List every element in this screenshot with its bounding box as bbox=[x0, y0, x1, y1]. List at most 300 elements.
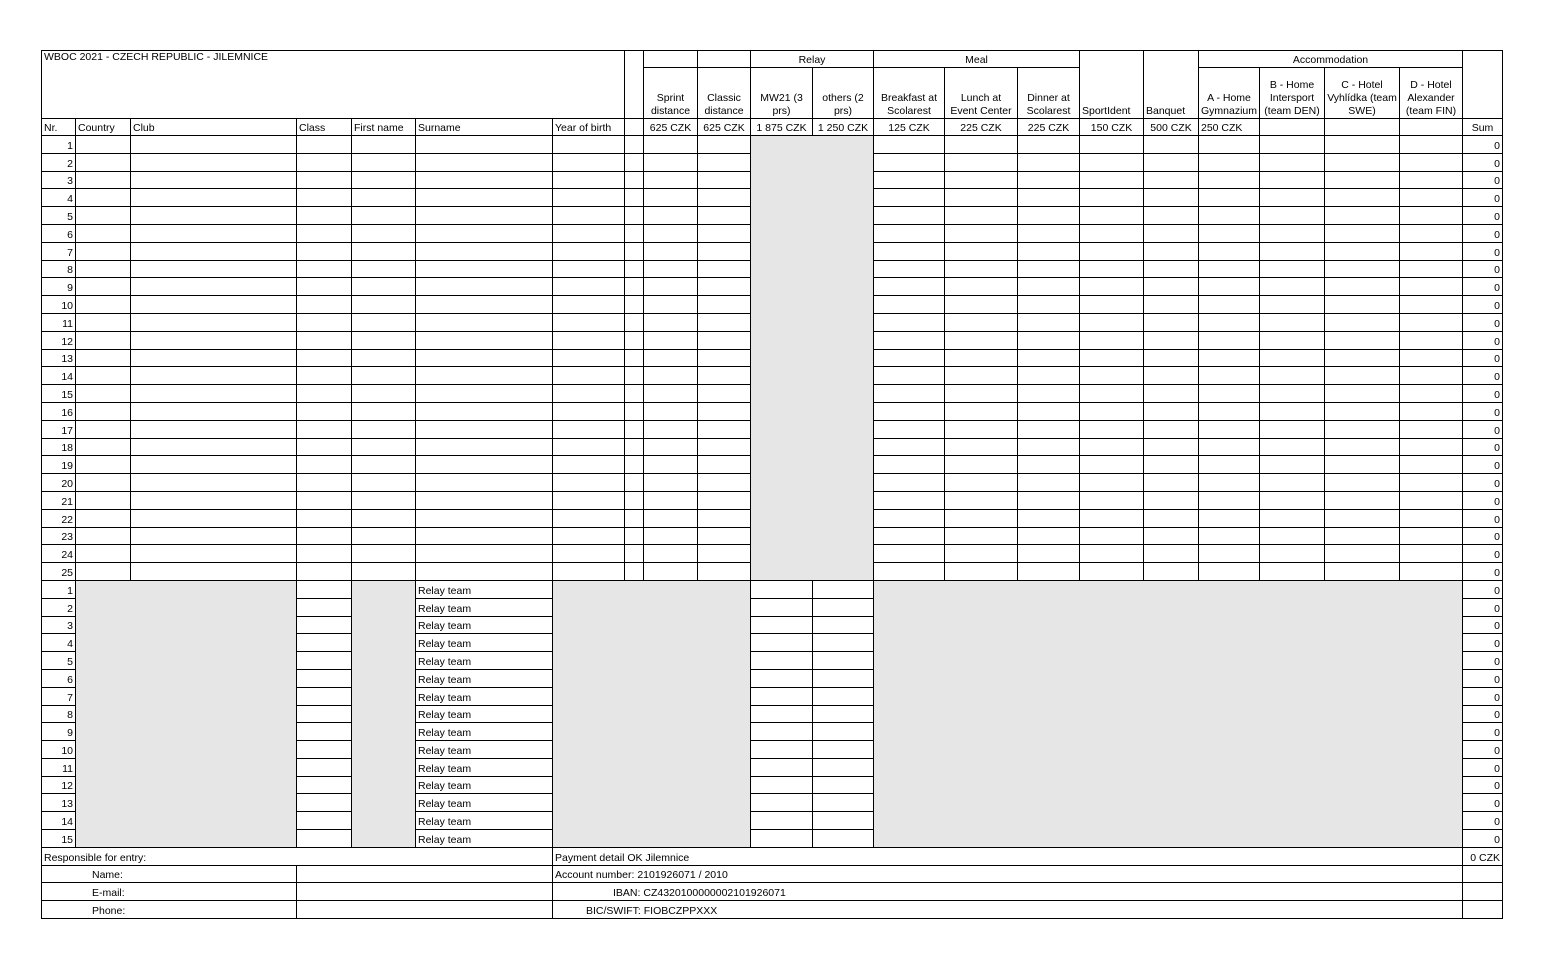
sprint-cell[interactable] bbox=[644, 153, 698, 171]
first-name-cell[interactable] bbox=[352, 224, 416, 242]
acc-a-cell[interactable] bbox=[1199, 545, 1260, 563]
dinner-cell[interactable] bbox=[1018, 545, 1080, 563]
class-cell[interactable] bbox=[297, 652, 352, 670]
class-cell[interactable] bbox=[297, 741, 352, 759]
dinner-cell[interactable] bbox=[1018, 189, 1080, 207]
breakfast-cell[interactable] bbox=[874, 331, 945, 349]
dinner-cell[interactable] bbox=[1018, 474, 1080, 492]
sportident-cell[interactable] bbox=[1080, 296, 1144, 314]
country-cell[interactable] bbox=[76, 313, 131, 331]
year-cell[interactable] bbox=[553, 385, 625, 403]
surname-cell[interactable] bbox=[416, 509, 553, 527]
acc-c-cell[interactable] bbox=[1325, 189, 1400, 207]
lunch-cell[interactable] bbox=[945, 438, 1018, 456]
year-cell[interactable] bbox=[553, 207, 625, 225]
email-field[interactable] bbox=[297, 883, 553, 901]
year-cell[interactable] bbox=[553, 349, 625, 367]
others-cell[interactable] bbox=[813, 598, 874, 616]
breakfast-cell[interactable] bbox=[874, 456, 945, 474]
acc-a-cell[interactable] bbox=[1199, 136, 1260, 154]
year-cell[interactable] bbox=[553, 438, 625, 456]
year-cell[interactable] bbox=[553, 527, 625, 545]
club-cell[interactable] bbox=[131, 545, 297, 563]
class-cell[interactable] bbox=[297, 367, 352, 385]
acc-a-cell[interactable] bbox=[1199, 313, 1260, 331]
mw21-cell[interactable] bbox=[751, 598, 813, 616]
year-cell[interactable] bbox=[553, 260, 625, 278]
acc-b-cell[interactable] bbox=[1260, 527, 1325, 545]
class-cell[interactable] bbox=[297, 420, 352, 438]
acc-a-cell[interactable] bbox=[1199, 402, 1260, 420]
class-cell[interactable] bbox=[297, 260, 352, 278]
country-cell[interactable] bbox=[76, 136, 131, 154]
sportident-cell[interactable] bbox=[1080, 420, 1144, 438]
classic-cell[interactable] bbox=[698, 545, 751, 563]
year-cell[interactable] bbox=[553, 474, 625, 492]
surname-cell[interactable] bbox=[416, 260, 553, 278]
acc-a-cell[interactable] bbox=[1199, 456, 1260, 474]
class-cell[interactable] bbox=[297, 616, 352, 634]
surname-cell[interactable] bbox=[416, 474, 553, 492]
country-cell[interactable] bbox=[76, 278, 131, 296]
acc-c-cell[interactable] bbox=[1325, 349, 1400, 367]
class-cell[interactable] bbox=[297, 794, 352, 812]
acc-c-cell[interactable] bbox=[1325, 491, 1400, 509]
surname-cell[interactable] bbox=[416, 242, 553, 260]
acc-b-cell[interactable] bbox=[1260, 509, 1325, 527]
class-cell[interactable] bbox=[297, 153, 352, 171]
banquet-cell[interactable] bbox=[1144, 296, 1199, 314]
acc-b-cell[interactable] bbox=[1260, 491, 1325, 509]
breakfast-cell[interactable] bbox=[874, 278, 945, 296]
acc-b-cell[interactable] bbox=[1260, 420, 1325, 438]
lunch-cell[interactable] bbox=[945, 136, 1018, 154]
acc-a-cell[interactable] bbox=[1199, 331, 1260, 349]
acc-c-cell[interactable] bbox=[1325, 420, 1400, 438]
class-cell[interactable] bbox=[297, 296, 352, 314]
club-cell[interactable] bbox=[131, 296, 297, 314]
acc-a-cell[interactable] bbox=[1199, 474, 1260, 492]
year-cell[interactable] bbox=[553, 242, 625, 260]
surname-cell[interactable] bbox=[416, 136, 553, 154]
acc-c-cell[interactable] bbox=[1325, 313, 1400, 331]
surname-cell[interactable] bbox=[416, 153, 553, 171]
others-cell[interactable] bbox=[813, 616, 874, 634]
mw21-cell[interactable] bbox=[751, 776, 813, 794]
banquet-cell[interactable] bbox=[1144, 545, 1199, 563]
country-cell[interactable] bbox=[76, 402, 131, 420]
lunch-cell[interactable] bbox=[945, 331, 1018, 349]
breakfast-cell[interactable] bbox=[874, 313, 945, 331]
banquet-cell[interactable] bbox=[1144, 527, 1199, 545]
acc-a-cell[interactable] bbox=[1199, 491, 1260, 509]
acc-d-cell[interactable] bbox=[1400, 474, 1463, 492]
sprint-cell[interactable] bbox=[644, 385, 698, 403]
dinner-cell[interactable] bbox=[1018, 349, 1080, 367]
breakfast-cell[interactable] bbox=[874, 563, 945, 581]
mw21-cell[interactable] bbox=[751, 812, 813, 830]
first-name-cell[interactable] bbox=[352, 491, 416, 509]
breakfast-cell[interactable] bbox=[874, 224, 945, 242]
country-cell[interactable] bbox=[76, 438, 131, 456]
surname-cell[interactable] bbox=[416, 385, 553, 403]
breakfast-cell[interactable] bbox=[874, 189, 945, 207]
breakfast-cell[interactable] bbox=[874, 474, 945, 492]
club-cell[interactable] bbox=[131, 563, 297, 581]
club-cell[interactable] bbox=[131, 456, 297, 474]
country-cell[interactable] bbox=[76, 563, 131, 581]
banquet-cell[interactable] bbox=[1144, 171, 1199, 189]
first-name-cell[interactable] bbox=[352, 171, 416, 189]
lunch-cell[interactable] bbox=[945, 296, 1018, 314]
sportident-cell[interactable] bbox=[1080, 509, 1144, 527]
acc-b-cell[interactable] bbox=[1260, 242, 1325, 260]
mw21-cell[interactable] bbox=[751, 741, 813, 759]
class-cell[interactable] bbox=[297, 563, 352, 581]
acc-a-cell[interactable] bbox=[1199, 509, 1260, 527]
acc-a-cell[interactable] bbox=[1199, 420, 1260, 438]
banquet-cell[interactable] bbox=[1144, 474, 1199, 492]
classic-cell[interactable] bbox=[698, 367, 751, 385]
lunch-cell[interactable] bbox=[945, 509, 1018, 527]
acc-a-cell[interactable] bbox=[1199, 527, 1260, 545]
acc-d-cell[interactable] bbox=[1400, 367, 1463, 385]
breakfast-cell[interactable] bbox=[874, 136, 945, 154]
classic-cell[interactable] bbox=[698, 171, 751, 189]
dinner-cell[interactable] bbox=[1018, 367, 1080, 385]
classic-cell[interactable] bbox=[698, 296, 751, 314]
country-cell[interactable] bbox=[76, 207, 131, 225]
lunch-cell[interactable] bbox=[945, 260, 1018, 278]
year-cell[interactable] bbox=[553, 563, 625, 581]
sprint-cell[interactable] bbox=[644, 420, 698, 438]
lunch-cell[interactable] bbox=[945, 207, 1018, 225]
acc-b-cell[interactable] bbox=[1260, 189, 1325, 207]
sprint-cell[interactable] bbox=[644, 313, 698, 331]
year-cell[interactable] bbox=[553, 278, 625, 296]
acc-b-cell[interactable] bbox=[1260, 563, 1325, 581]
dinner-cell[interactable] bbox=[1018, 385, 1080, 403]
surname-cell[interactable] bbox=[416, 545, 553, 563]
breakfast-cell[interactable] bbox=[874, 527, 945, 545]
surname-cell[interactable] bbox=[416, 224, 553, 242]
lunch-cell[interactable] bbox=[945, 189, 1018, 207]
acc-a-cell[interactable] bbox=[1199, 563, 1260, 581]
class-cell[interactable] bbox=[297, 669, 352, 687]
mw21-cell[interactable] bbox=[751, 669, 813, 687]
classic-cell[interactable] bbox=[698, 402, 751, 420]
class-cell[interactable] bbox=[297, 776, 352, 794]
breakfast-cell[interactable] bbox=[874, 260, 945, 278]
club-cell[interactable] bbox=[131, 242, 297, 260]
breakfast-cell[interactable] bbox=[874, 207, 945, 225]
first-name-cell[interactable] bbox=[352, 474, 416, 492]
acc-d-cell[interactable] bbox=[1400, 313, 1463, 331]
sprint-cell[interactable] bbox=[644, 331, 698, 349]
others-cell[interactable] bbox=[813, 812, 874, 830]
country-cell[interactable] bbox=[76, 171, 131, 189]
classic-cell[interactable] bbox=[698, 385, 751, 403]
sprint-cell[interactable] bbox=[644, 509, 698, 527]
acc-d-cell[interactable] bbox=[1400, 438, 1463, 456]
others-cell[interactable] bbox=[813, 794, 874, 812]
acc-a-cell[interactable] bbox=[1199, 189, 1260, 207]
others-cell[interactable] bbox=[813, 580, 874, 598]
dinner-cell[interactable] bbox=[1018, 296, 1080, 314]
country-cell[interactable] bbox=[76, 491, 131, 509]
banquet-cell[interactable] bbox=[1144, 509, 1199, 527]
club-cell[interactable] bbox=[131, 189, 297, 207]
banquet-cell[interactable] bbox=[1144, 563, 1199, 581]
acc-b-cell[interactable] bbox=[1260, 349, 1325, 367]
country-cell[interactable] bbox=[76, 385, 131, 403]
acc-d-cell[interactable] bbox=[1400, 278, 1463, 296]
acc-a-cell[interactable] bbox=[1199, 260, 1260, 278]
first-name-cell[interactable] bbox=[352, 545, 416, 563]
sportident-cell[interactable] bbox=[1080, 331, 1144, 349]
breakfast-cell[interactable] bbox=[874, 420, 945, 438]
dinner-cell[interactable] bbox=[1018, 563, 1080, 581]
sportident-cell[interactable] bbox=[1080, 402, 1144, 420]
breakfast-cell[interactable] bbox=[874, 385, 945, 403]
first-name-cell[interactable] bbox=[352, 385, 416, 403]
first-name-cell[interactable] bbox=[352, 367, 416, 385]
classic-cell[interactable] bbox=[698, 189, 751, 207]
class-cell[interactable] bbox=[297, 580, 352, 598]
acc-c-cell[interactable] bbox=[1325, 296, 1400, 314]
classic-cell[interactable] bbox=[698, 331, 751, 349]
mw21-cell[interactable] bbox=[751, 652, 813, 670]
country-cell[interactable] bbox=[76, 331, 131, 349]
banquet-cell[interactable] bbox=[1144, 367, 1199, 385]
acc-d-cell[interactable] bbox=[1400, 207, 1463, 225]
dinner-cell[interactable] bbox=[1018, 438, 1080, 456]
sportident-cell[interactable] bbox=[1080, 153, 1144, 171]
acc-b-cell[interactable] bbox=[1260, 385, 1325, 403]
surname-cell[interactable] bbox=[416, 331, 553, 349]
dinner-cell[interactable] bbox=[1018, 260, 1080, 278]
sprint-cell[interactable] bbox=[644, 349, 698, 367]
banquet-cell[interactable] bbox=[1144, 349, 1199, 367]
sportident-cell[interactable] bbox=[1080, 207, 1144, 225]
acc-d-cell[interactable] bbox=[1400, 331, 1463, 349]
year-cell[interactable] bbox=[553, 331, 625, 349]
acc-b-cell[interactable] bbox=[1260, 171, 1325, 189]
club-cell[interactable] bbox=[131, 313, 297, 331]
country-cell[interactable] bbox=[76, 456, 131, 474]
sprint-cell[interactable] bbox=[644, 224, 698, 242]
country-cell[interactable] bbox=[76, 474, 131, 492]
banquet-cell[interactable] bbox=[1144, 189, 1199, 207]
dinner-cell[interactable] bbox=[1018, 420, 1080, 438]
classic-cell[interactable] bbox=[698, 456, 751, 474]
dinner-cell[interactable] bbox=[1018, 331, 1080, 349]
acc-d-cell[interactable] bbox=[1400, 349, 1463, 367]
sprint-cell[interactable] bbox=[644, 189, 698, 207]
banquet-cell[interactable] bbox=[1144, 224, 1199, 242]
sportident-cell[interactable] bbox=[1080, 278, 1144, 296]
country-cell[interactable] bbox=[76, 509, 131, 527]
banquet-cell[interactable] bbox=[1144, 438, 1199, 456]
banquet-cell[interactable] bbox=[1144, 331, 1199, 349]
class-cell[interactable] bbox=[297, 687, 352, 705]
sportident-cell[interactable] bbox=[1080, 349, 1144, 367]
acc-d-cell[interactable] bbox=[1400, 242, 1463, 260]
lunch-cell[interactable] bbox=[945, 563, 1018, 581]
class-cell[interactable] bbox=[297, 474, 352, 492]
club-cell[interactable] bbox=[131, 349, 297, 367]
sportident-cell[interactable] bbox=[1080, 224, 1144, 242]
sprint-cell[interactable] bbox=[644, 438, 698, 456]
mw21-cell[interactable] bbox=[751, 687, 813, 705]
club-cell[interactable] bbox=[131, 402, 297, 420]
mw21-cell[interactable] bbox=[751, 758, 813, 776]
acc-b-cell[interactable] bbox=[1260, 313, 1325, 331]
class-cell[interactable] bbox=[297, 723, 352, 741]
sportident-cell[interactable] bbox=[1080, 171, 1144, 189]
club-cell[interactable] bbox=[131, 331, 297, 349]
acc-a-cell[interactable] bbox=[1199, 207, 1260, 225]
club-cell[interactable] bbox=[131, 153, 297, 171]
sportident-cell[interactable] bbox=[1080, 456, 1144, 474]
class-cell[interactable] bbox=[297, 830, 352, 848]
class-cell[interactable] bbox=[297, 171, 352, 189]
club-cell[interactable] bbox=[131, 260, 297, 278]
classic-cell[interactable] bbox=[698, 438, 751, 456]
banquet-cell[interactable] bbox=[1144, 402, 1199, 420]
country-cell[interactable] bbox=[76, 224, 131, 242]
acc-d-cell[interactable] bbox=[1400, 402, 1463, 420]
sportident-cell[interactable] bbox=[1080, 545, 1144, 563]
acc-b-cell[interactable] bbox=[1260, 207, 1325, 225]
dinner-cell[interactable] bbox=[1018, 207, 1080, 225]
surname-cell[interactable] bbox=[416, 367, 553, 385]
acc-d-cell[interactable] bbox=[1400, 456, 1463, 474]
class-cell[interactable] bbox=[297, 242, 352, 260]
class-cell[interactable] bbox=[297, 349, 352, 367]
dinner-cell[interactable] bbox=[1018, 509, 1080, 527]
sprint-cell[interactable] bbox=[644, 296, 698, 314]
classic-cell[interactable] bbox=[698, 224, 751, 242]
lunch-cell[interactable] bbox=[945, 171, 1018, 189]
sprint-cell[interactable] bbox=[644, 402, 698, 420]
banquet-cell[interactable] bbox=[1144, 491, 1199, 509]
country-cell[interactable] bbox=[76, 153, 131, 171]
acc-b-cell[interactable] bbox=[1260, 438, 1325, 456]
club-cell[interactable] bbox=[131, 474, 297, 492]
others-cell[interactable] bbox=[813, 687, 874, 705]
dinner-cell[interactable] bbox=[1018, 242, 1080, 260]
acc-c-cell[interactable] bbox=[1325, 456, 1400, 474]
mw21-cell[interactable] bbox=[751, 794, 813, 812]
class-cell[interactable] bbox=[297, 224, 352, 242]
club-cell[interactable] bbox=[131, 509, 297, 527]
sportident-cell[interactable] bbox=[1080, 563, 1144, 581]
acc-b-cell[interactable] bbox=[1260, 367, 1325, 385]
acc-d-cell[interactable] bbox=[1400, 260, 1463, 278]
first-name-cell[interactable] bbox=[352, 563, 416, 581]
others-cell[interactable] bbox=[813, 758, 874, 776]
breakfast-cell[interactable] bbox=[874, 367, 945, 385]
surname-cell[interactable] bbox=[416, 527, 553, 545]
sportident-cell[interactable] bbox=[1080, 385, 1144, 403]
class-cell[interactable] bbox=[297, 331, 352, 349]
class-cell[interactable] bbox=[297, 812, 352, 830]
class-cell[interactable] bbox=[297, 189, 352, 207]
lunch-cell[interactable] bbox=[945, 278, 1018, 296]
banquet-cell[interactable] bbox=[1144, 313, 1199, 331]
first-name-cell[interactable] bbox=[352, 331, 416, 349]
first-name-cell[interactable] bbox=[352, 527, 416, 545]
breakfast-cell[interactable] bbox=[874, 296, 945, 314]
sportident-cell[interactable] bbox=[1080, 242, 1144, 260]
acc-c-cell[interactable] bbox=[1325, 474, 1400, 492]
first-name-cell[interactable] bbox=[352, 136, 416, 154]
others-cell[interactable] bbox=[813, 830, 874, 848]
classic-cell[interactable] bbox=[698, 420, 751, 438]
first-name-cell[interactable] bbox=[352, 402, 416, 420]
acc-a-cell[interactable] bbox=[1199, 278, 1260, 296]
sprint-cell[interactable] bbox=[644, 260, 698, 278]
year-cell[interactable] bbox=[553, 367, 625, 385]
club-cell[interactable] bbox=[131, 367, 297, 385]
first-name-cell[interactable] bbox=[352, 278, 416, 296]
first-name-cell[interactable] bbox=[352, 509, 416, 527]
class-cell[interactable] bbox=[297, 438, 352, 456]
class-cell[interactable] bbox=[297, 491, 352, 509]
sportident-cell[interactable] bbox=[1080, 189, 1144, 207]
breakfast-cell[interactable] bbox=[874, 153, 945, 171]
lunch-cell[interactable] bbox=[945, 402, 1018, 420]
acc-c-cell[interactable] bbox=[1325, 509, 1400, 527]
lunch-cell[interactable] bbox=[945, 224, 1018, 242]
first-name-cell[interactable] bbox=[352, 456, 416, 474]
surname-cell[interactable] bbox=[416, 349, 553, 367]
acc-d-cell[interactable] bbox=[1400, 509, 1463, 527]
classic-cell[interactable] bbox=[698, 491, 751, 509]
year-cell[interactable] bbox=[553, 402, 625, 420]
acc-c-cell[interactable] bbox=[1325, 153, 1400, 171]
breakfast-cell[interactable] bbox=[874, 545, 945, 563]
acc-b-cell[interactable] bbox=[1260, 153, 1325, 171]
first-name-cell[interactable] bbox=[352, 438, 416, 456]
mw21-cell[interactable] bbox=[751, 580, 813, 598]
class-cell[interactable] bbox=[297, 402, 352, 420]
surname-cell[interactable] bbox=[416, 402, 553, 420]
year-cell[interactable] bbox=[553, 313, 625, 331]
others-cell[interactable] bbox=[813, 652, 874, 670]
class-cell[interactable] bbox=[297, 527, 352, 545]
dinner-cell[interactable] bbox=[1018, 171, 1080, 189]
lunch-cell[interactable] bbox=[945, 456, 1018, 474]
country-cell[interactable] bbox=[76, 349, 131, 367]
class-cell[interactable] bbox=[297, 456, 352, 474]
surname-cell[interactable] bbox=[416, 171, 553, 189]
breakfast-cell[interactable] bbox=[874, 438, 945, 456]
breakfast-cell[interactable] bbox=[874, 171, 945, 189]
sprint-cell[interactable] bbox=[644, 171, 698, 189]
dinner-cell[interactable] bbox=[1018, 313, 1080, 331]
class-cell[interactable] bbox=[297, 385, 352, 403]
sprint-cell[interactable] bbox=[644, 278, 698, 296]
lunch-cell[interactable] bbox=[945, 527, 1018, 545]
banquet-cell[interactable] bbox=[1144, 136, 1199, 154]
mw21-cell[interactable] bbox=[751, 616, 813, 634]
club-cell[interactable] bbox=[131, 491, 297, 509]
breakfast-cell[interactable] bbox=[874, 491, 945, 509]
club-cell[interactable] bbox=[131, 527, 297, 545]
banquet-cell[interactable] bbox=[1144, 260, 1199, 278]
